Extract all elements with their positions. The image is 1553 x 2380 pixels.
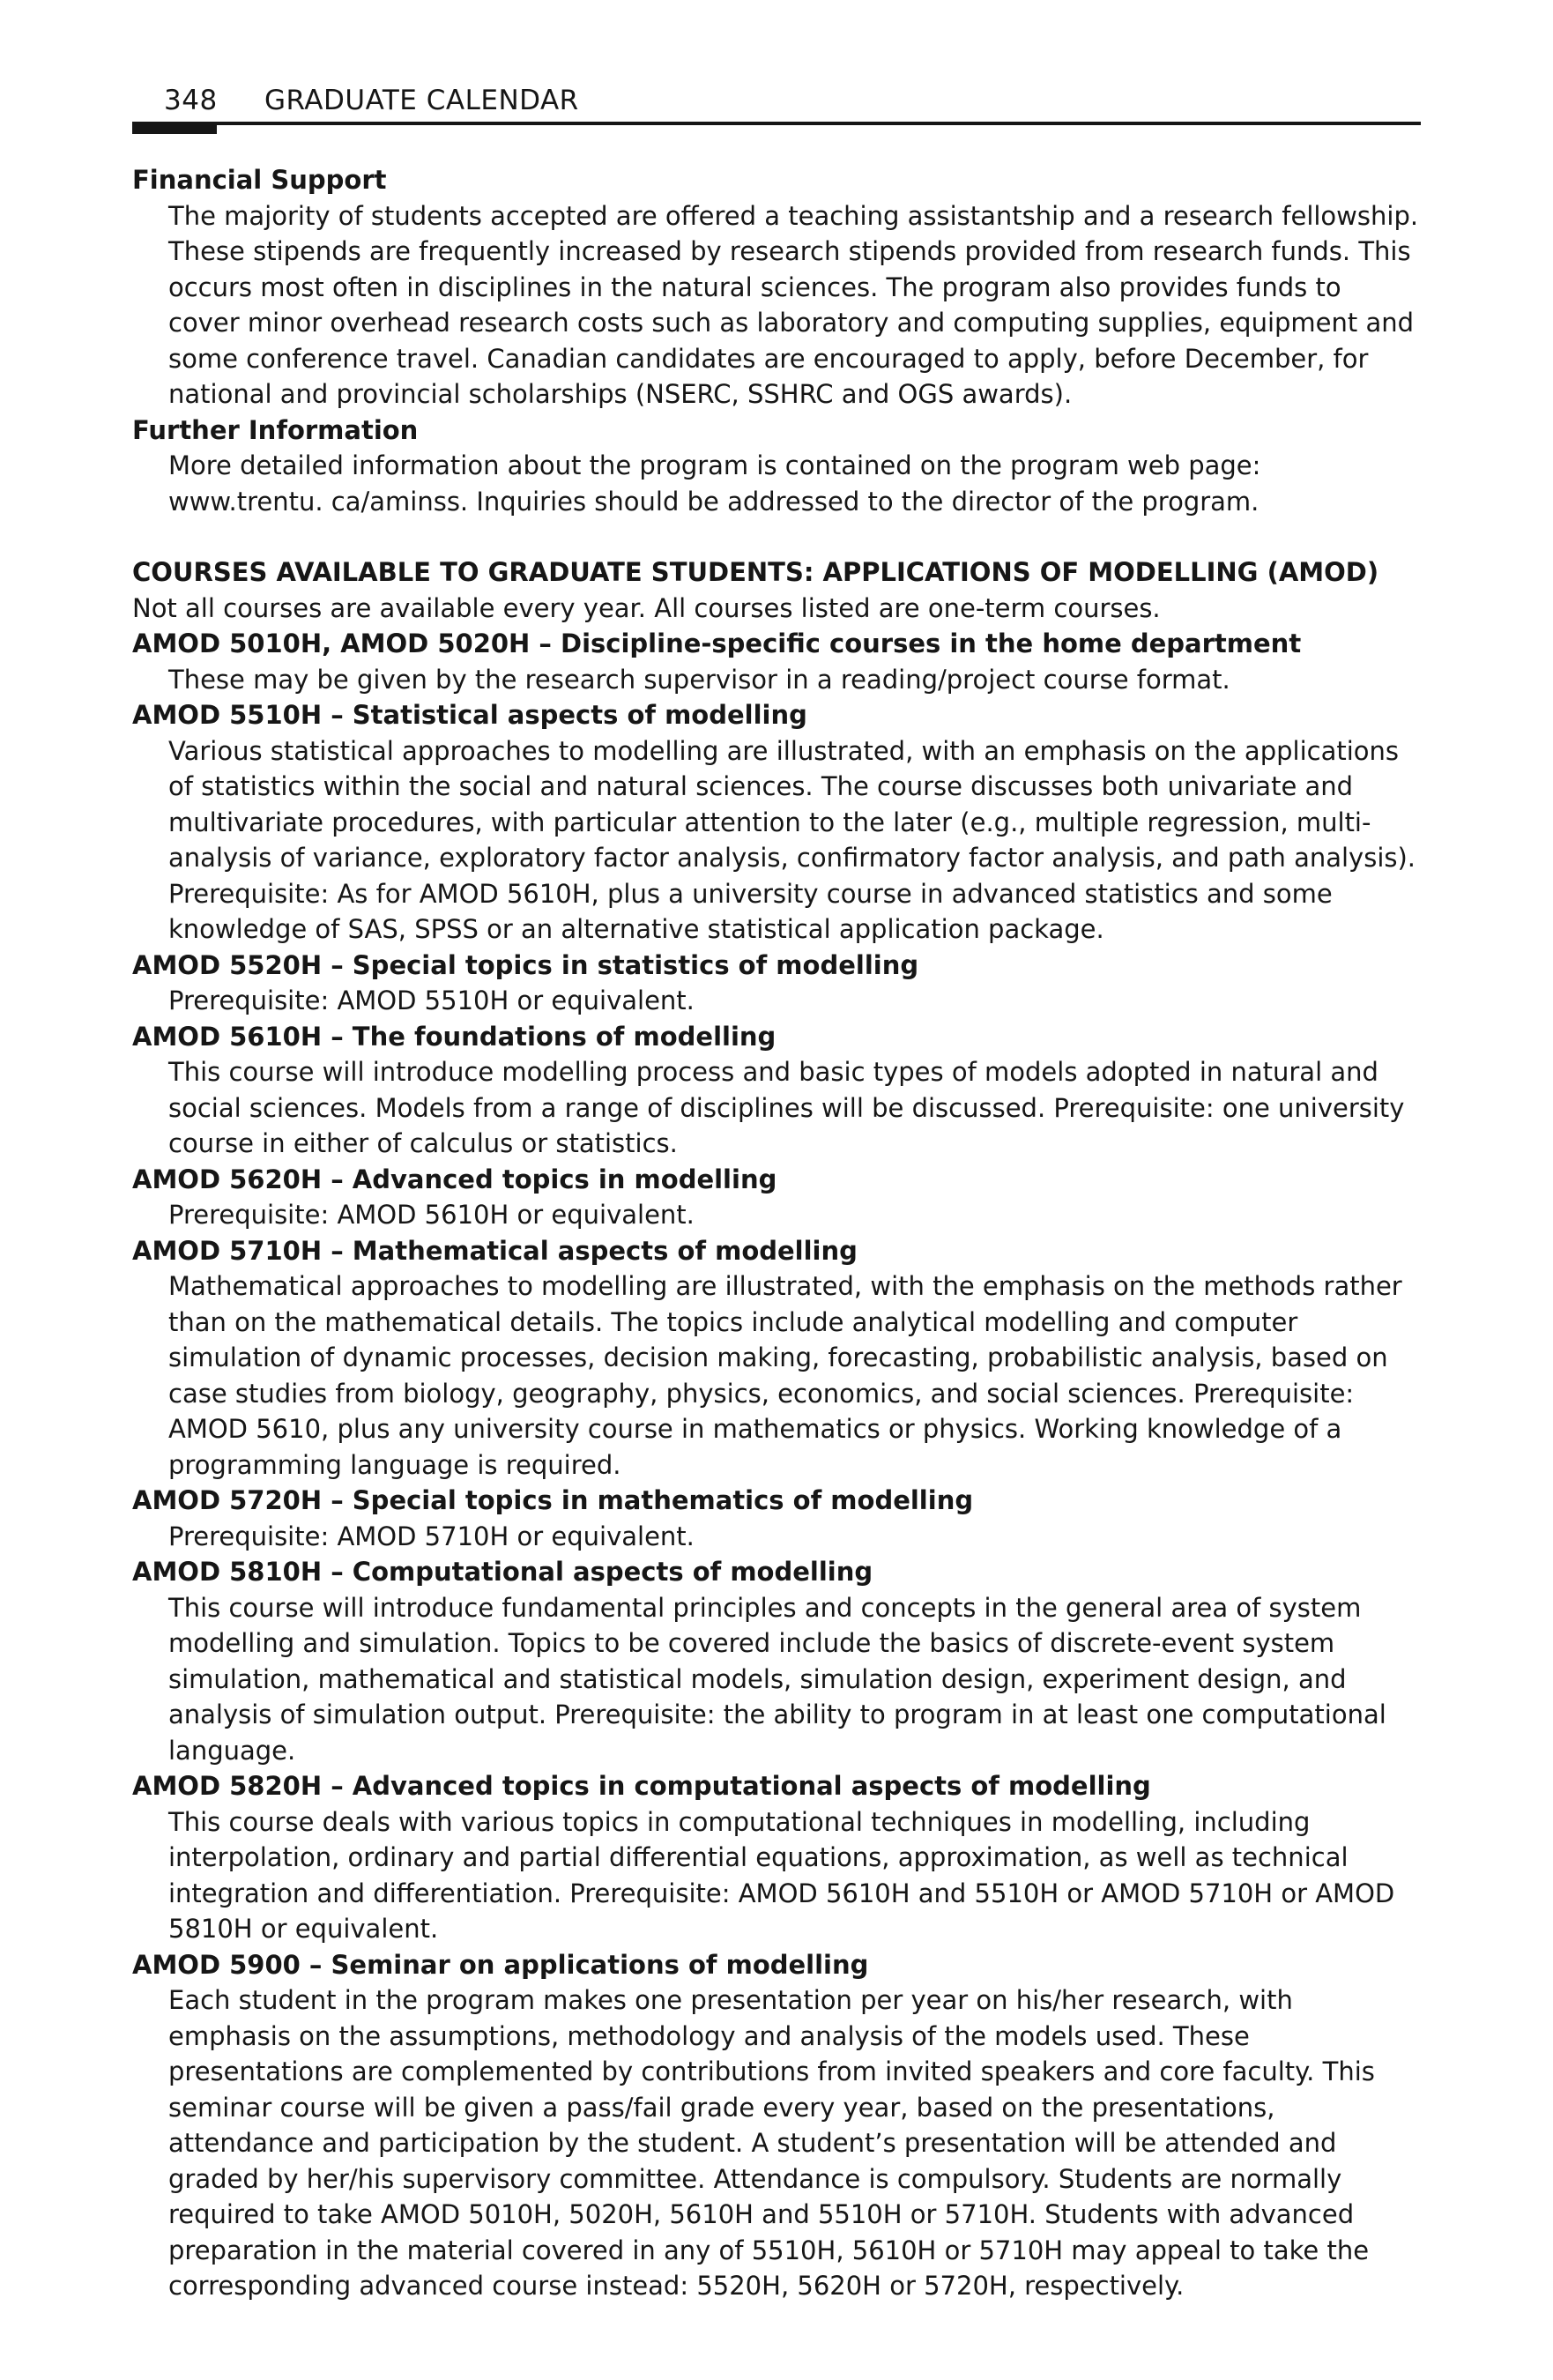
course-title: AMOD 5010H, AMOD 5020H – Discipline-specific courses in the home department <box>132 628 1302 658</box>
course-title: AMOD 5510H – Statistical aspects of modelling <box>132 700 807 730</box>
courses-section-heading: COURSES AVAILABLE TO GRADUATE STUDENTS: APPLICATIONS OF MODELLING (AMOD) <box>132 557 1379 587</box>
course-title: AMOD 5900 – Seminar on applications of modelling <box>132 1949 869 1980</box>
course-description: Prerequisite: AMOD 5710H or equivalent. <box>168 1521 695 1551</box>
course-title: AMOD 5810H – Computational aspects of modelling <box>132 1557 873 1587</box>
course-entry <box>132 1019 1419 1162</box>
courses-intro: Not all courses are available every year. All courses listed are one-term courses. <box>132 592 1161 623</box>
course-description: Prerequisite: AMOD 5610H or equivalent. <box>168 1200 695 1230</box>
course-description: This course will introduce modelling process and basic types of models adopted in natural and social sciences. Models from a range of disciplines will be discussed. Prerequisite: one university course in either of calculus or statistics. <box>168 1057 1405 1158</box>
financial-support-text: The majority of students accepted are offered a teaching assistantship and a research fellowship. These stipends are frequently increased by research stipends provided from research funds. This occurs most often in disciplines in the natural sciences. The program also provides funds to cover minor overhead research costs such as laboratory and computing supplies, equipment and some conference travel. Canadian candidates are encouraged to apply, before December, for national and provincial scholarships (NSERC, SSHRC and OGS awards). <box>168 200 1419 409</box>
running-title: GRADUATE CALENDAR <box>264 85 579 116</box>
course-description: Various statistical approaches to modelling are illustrated, with an emphasis on the applications of statistics within the social and natural sciences. The course discusses both univariate and multivariate procedures, with particular attention to the later (e.g., multiple regression, multi-analysis of variance, exploratory factor analysis, confirmatory factor analysis, and path analysis). Prerequisite: As for AMOD 5610H, plus a university course in advanced statistics and some knowledge of SAS, SPSS or an alternative statistical application package. <box>168 735 1416 944</box>
financial-support-heading: Financial Support <box>132 165 387 195</box>
course-entry <box>132 948 1419 1019</box>
page-content <box>132 162 1419 2304</box>
course-description: Each student in the program makes one presentation per year on his/her research, with emphasis on the assumptions, methodology and analysis of the models used. These presentations are complemented by contributions from invited speakers and core faculty. This seminar course will be given a pass/fail grade every year, based on the presentations, attendance and participation by the student. A student’s presentation will be attended and graded by her/his supervisory committee. Attendance is compulsory. Students are normally required to take AMOD 5010H, 5020H, 5610H and 5510H or 5710H. Students with advanced preparation in the material covered in any of 5510H, 5610H or 5710H may appeal to take the corresponding advanced course instead: 5520H, 5620H or 5720H, respectively. <box>168 1985 1375 2301</box>
course-description: This course will introduce fundamental principles and concepts in the general area of system modelling and simulation. Topics to be covered include the basics of discrete-event system simulation, mathematical and statistical models, simulation design, experiment design, and analysis of simulation output. Prerequisite: the ability to program in at least one computational language. <box>168 1592 1386 1766</box>
course-entry <box>132 1554 1419 1768</box>
running-header <box>132 72 1419 129</box>
course-description: Prerequisite: AMOD 5510H or equivalent. <box>168 985 695 1015</box>
course-title: AMOD 5620H – Advanced topics in modelling <box>132 1164 777 1194</box>
course-title: AMOD 5710H – Mathematical aspects of modelling <box>132 1235 858 1266</box>
further-information-text: More detailed information about the program is contained on the program web page: www.trentu. ca/aminss. Inquiries should be addressed to the director of the program. <box>168 450 1261 517</box>
further-information-heading: Further Information <box>132 414 419 445</box>
course-title: AMOD 5720H – Special topics in mathematics of modelling <box>132 1485 974 1515</box>
course-title: AMOD 5820H – Advanced topics in computational aspects of modelling <box>132 1771 1151 1801</box>
course-entry <box>132 1483 1419 1554</box>
course-list <box>132 626 1419 2304</box>
course-description: Mathematical approaches to modelling are illustrated, with the emphasis on the methods rather than on the mathematical details. The topics include analytical modelling and computer simulation of dynamic processes, decision making, forecasting, probabilistic analysis, based on case studies from biology, geography, physics, economics, and social sciences. Prerequisite: AMOD 5610, plus any university course in mathematics or physics. Working knowledge of a programming language is required. <box>168 1271 1402 1480</box>
course-title: AMOD 5610H – The foundations of modelling <box>132 1021 776 1052</box>
course-entry <box>132 1768 1419 1947</box>
course-entry <box>132 697 1419 948</box>
page-number: 348 <box>164 85 218 116</box>
page-number-tab <box>132 122 217 134</box>
course-description: This course deals with various topics in computational techniques in modelling, including interpolation, ordinary and partial differential equations, approximation, as well as technical integration and differentiation. Prerequisite: AMOD 5610H and 5510H or AMOD 5710H or AMOD 5810H or equivalent. <box>168 1806 1395 1944</box>
course-entry <box>132 1947 1419 2304</box>
course-entry <box>132 626 1419 697</box>
course-entry <box>132 1162 1419 1233</box>
header-rule <box>132 122 1421 125</box>
course-title: AMOD 5520H – Special topics in statistics of modelling <box>132 949 919 980</box>
course-description: These may be given by the research supervisor in a reading/project course format. <box>168 664 1230 695</box>
course-entry <box>132 1233 1419 1484</box>
page <box>132 72 1419 2304</box>
